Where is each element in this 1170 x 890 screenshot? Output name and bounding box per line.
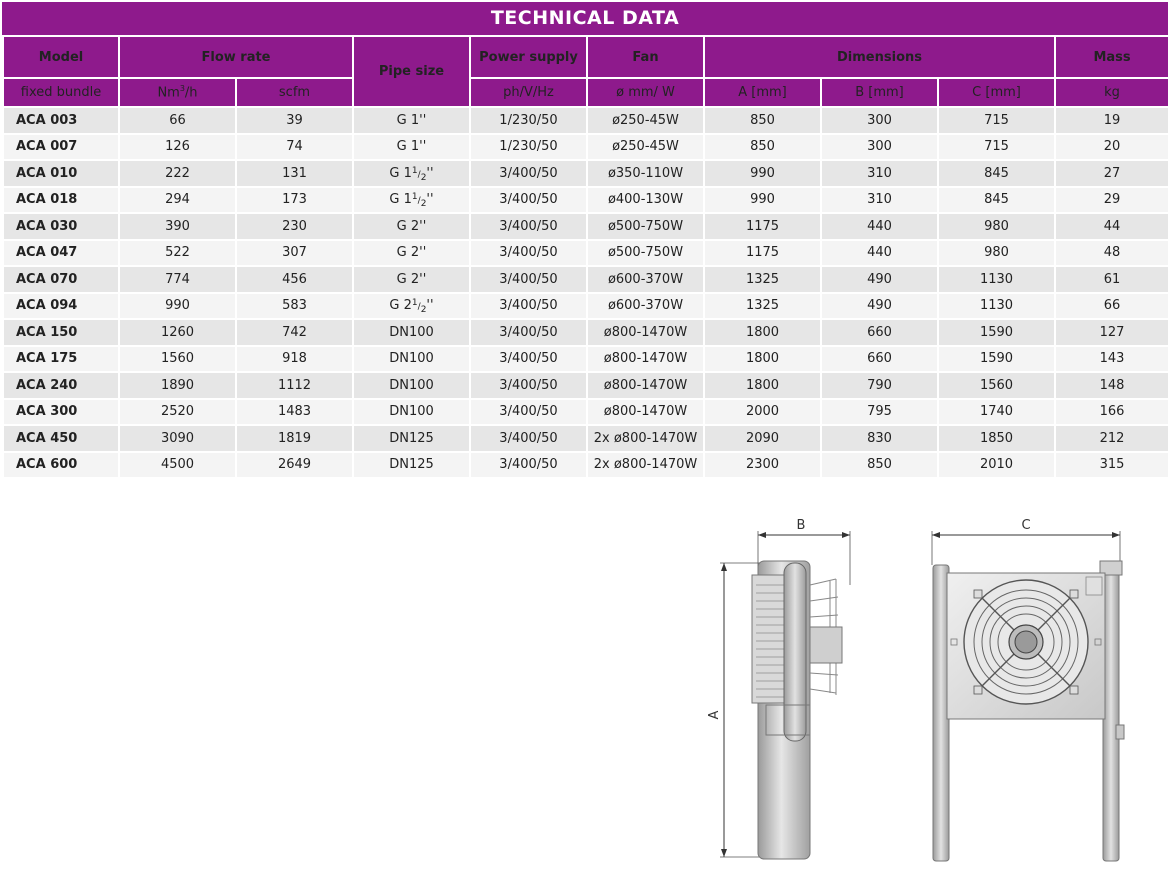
cell-dim-a: 1800	[704, 372, 821, 399]
cell-power-supply: 3/400/50	[470, 452, 587, 479]
cell-model: ACA 240	[3, 372, 119, 399]
cell-power-supply: 3/400/50	[470, 213, 587, 240]
table-row	[3, 160, 1169, 187]
dim-b-label: B	[796, 518, 806, 533]
cell-power-supply: 3/400/50	[470, 187, 587, 214]
subheader-mass: kg	[1055, 78, 1169, 107]
arrowhead-icon	[842, 532, 850, 538]
cell-dim-a: 2000	[704, 399, 821, 426]
cell-dim-c: 980	[938, 213, 1055, 240]
cell-dim-b: 310	[821, 160, 938, 187]
cell-model: ACA 450	[3, 425, 119, 452]
cell-mass: 19	[1055, 107, 1169, 134]
cell-dim-b: 660	[821, 346, 938, 373]
table-row	[3, 346, 1169, 373]
technical-data-table	[2, 35, 1170, 479]
cell-flow-scfm: 131	[236, 160, 353, 187]
cell-dim-c: 715	[938, 134, 1055, 161]
cell-mass: 29	[1055, 187, 1169, 214]
cell-pipe-size: G 11/2''	[353, 160, 470, 187]
cell-dim-b: 440	[821, 213, 938, 240]
cell-mass: 61	[1055, 266, 1169, 293]
dim-a-label: A	[707, 710, 722, 720]
cell-pipe-size: G 1''	[353, 134, 470, 161]
arrowhead-icon	[721, 563, 727, 571]
cell-fan: ø600-370W	[587, 293, 704, 320]
cell-dim-c: 845	[938, 187, 1055, 214]
subheader-dim-a: A [mm]	[704, 78, 821, 107]
cell-dim-c: 715	[938, 107, 1055, 134]
arrowhead-icon	[932, 532, 940, 538]
cell-pipe-size: G 21/2''	[353, 293, 470, 320]
cell-flow-nm3h: 390	[119, 213, 236, 240]
cell-mass: 143	[1055, 346, 1169, 373]
cell-pipe-size: DN125	[353, 452, 470, 479]
cell-mass: 44	[1055, 213, 1169, 240]
cell-dim-c: 1850	[938, 425, 1055, 452]
cell-flow-scfm: 456	[236, 266, 353, 293]
cell-flow-scfm: 39	[236, 107, 353, 134]
cell-model: ACA 018	[3, 187, 119, 214]
table-row	[3, 134, 1169, 161]
cell-pipe-size: G 2''	[353, 240, 470, 267]
cell-dim-c: 1130	[938, 266, 1055, 293]
cell-flow-nm3h: 3090	[119, 425, 236, 452]
cell-mass: 166	[1055, 399, 1169, 426]
table-row	[3, 293, 1169, 320]
cell-fan: ø250-45W	[587, 134, 704, 161]
cell-mass: 66	[1055, 293, 1169, 320]
cell-flow-scfm: 307	[236, 240, 353, 267]
table-row	[3, 452, 1169, 479]
table-row	[3, 240, 1169, 267]
subheader-power: ph/V/Hz	[470, 78, 587, 107]
cell-model: ACA 300	[3, 399, 119, 426]
cell-flow-nm3h: 1560	[119, 346, 236, 373]
cell-dim-c: 1130	[938, 293, 1055, 320]
cell-model: ACA 047	[3, 240, 119, 267]
cell-power-supply: 3/400/50	[470, 160, 587, 187]
cell-dim-b: 300	[821, 107, 938, 134]
page-title: TECHNICAL DATA	[2, 2, 1168, 35]
cell-dim-a: 1325	[704, 266, 821, 293]
fan-icon	[964, 580, 1088, 704]
cell-pipe-size: DN100	[353, 319, 470, 346]
cell-flow-nm3h: 774	[119, 266, 236, 293]
cell-model: ACA 150	[3, 319, 119, 346]
cell-dim-c: 1560	[938, 372, 1055, 399]
cell-power-supply: 3/400/50	[470, 372, 587, 399]
cell-fan: ø500-750W	[587, 240, 704, 267]
cell-dim-b: 850	[821, 452, 938, 479]
table-row	[3, 425, 1169, 452]
cell-flow-nm3h: 990	[119, 293, 236, 320]
cell-fan: ø250-45W	[587, 107, 704, 134]
cell-dim-a: 1800	[704, 319, 821, 346]
cell-flow-scfm: 74	[236, 134, 353, 161]
subheader-flow-scfm: scfm	[236, 78, 353, 107]
cell-pipe-size: G 11/2''	[353, 187, 470, 214]
dim-c-label: C	[1021, 518, 1031, 533]
cell-flow-nm3h: 1890	[119, 372, 236, 399]
cell-power-supply: 3/400/50	[470, 319, 587, 346]
subheader-row	[3, 78, 1169, 107]
cell-flow-nm3h: 126	[119, 134, 236, 161]
cell-flow-scfm: 230	[236, 213, 353, 240]
table-row	[3, 107, 1169, 134]
table-row	[3, 399, 1169, 426]
cell-model: ACA 600	[3, 452, 119, 479]
arrowhead-icon	[758, 532, 766, 538]
cell-pipe-size: G 2''	[353, 266, 470, 293]
cell-flow-scfm: 1819	[236, 425, 353, 452]
cell-power-supply: 1/230/50	[470, 134, 587, 161]
cell-mass: 27	[1055, 160, 1169, 187]
cell-pipe-size: G 2''	[353, 213, 470, 240]
cell-flow-scfm: 1483	[236, 399, 353, 426]
cell-fan: ø400-130W	[587, 187, 704, 214]
unit-dimension-drawing	[700, 505, 1140, 885]
cell-flow-scfm: 742	[236, 319, 353, 346]
cell-fan: 2x ø800-1470W	[587, 452, 704, 479]
cell-fan: ø800-1470W	[587, 319, 704, 346]
cell-flow-nm3h: 2520	[119, 399, 236, 426]
front-view	[932, 518, 1124, 861]
cell-dim-a: 850	[704, 134, 821, 161]
cell-flow-nm3h: 294	[119, 187, 236, 214]
cell-model: ACA 007	[3, 134, 119, 161]
cell-power-supply: 3/400/50	[470, 240, 587, 267]
cell-mass: 48	[1055, 240, 1169, 267]
subheader-model: fixed bundle	[3, 78, 119, 107]
cell-dim-a: 1800	[704, 346, 821, 373]
subheader-fan: ø mm/ W	[587, 78, 704, 107]
cell-dim-b: 790	[821, 372, 938, 399]
cell-mass: 127	[1055, 319, 1169, 346]
cell-flow-nm3h: 66	[119, 107, 236, 134]
cell-pipe-size: DN100	[353, 399, 470, 426]
arrowhead-icon	[1112, 532, 1120, 538]
cell-power-supply: 3/400/50	[470, 399, 587, 426]
cell-dim-b: 310	[821, 187, 938, 214]
cell-dim-b: 440	[821, 240, 938, 267]
cell-dim-a: 2300	[704, 452, 821, 479]
subheader-dim-c: C [mm]	[938, 78, 1055, 107]
cell-pipe-size: DN100	[353, 372, 470, 399]
cell-flow-scfm: 1112	[236, 372, 353, 399]
cell-model: ACA 094	[3, 293, 119, 320]
cell-flow-scfm: 583	[236, 293, 353, 320]
cell-dim-b: 490	[821, 293, 938, 320]
cell-model: ACA 070	[3, 266, 119, 293]
cell-dim-b: 300	[821, 134, 938, 161]
cell-flow-nm3h: 4500	[119, 452, 236, 479]
cell-dim-b: 795	[821, 399, 938, 426]
cell-dim-b: 490	[821, 266, 938, 293]
cell-dim-a: 1175	[704, 240, 821, 267]
cell-flow-nm3h: 1260	[119, 319, 236, 346]
cell-mass: 315	[1055, 452, 1169, 479]
header-dimensions: Dimensions	[704, 36, 1055, 78]
cell-model: ACA 175	[3, 346, 119, 373]
cell-power-supply: 3/400/50	[470, 425, 587, 452]
header-power-supply: Power supply	[470, 36, 587, 78]
table-row	[3, 213, 1169, 240]
cell-fan: ø600-370W	[587, 266, 704, 293]
cell-mass: 212	[1055, 425, 1169, 452]
cell-flow-scfm: 918	[236, 346, 353, 373]
table-body	[3, 107, 1169, 478]
subheader-flow-nm3: Nm$^3$/h	[119, 78, 236, 107]
header-flow-rate: Flow rate	[119, 36, 353, 78]
cell-dim-c: 1590	[938, 346, 1055, 373]
cell-fan: ø350-110W	[587, 160, 704, 187]
cell-dim-a: 990	[704, 187, 821, 214]
cell-fan: ø800-1470W	[587, 346, 704, 373]
cell-mass: 20	[1055, 134, 1169, 161]
cell-dim-c: 1740	[938, 399, 1055, 426]
cell-dim-c: 980	[938, 240, 1055, 267]
header-model: Model	[3, 36, 119, 78]
header-pipe-size: Pipe size	[353, 36, 470, 107]
cell-model: ACA 003	[3, 107, 119, 134]
cell-power-supply: 3/400/50	[470, 346, 587, 373]
cell-dim-a: 2090	[704, 425, 821, 452]
cell-flow-nm3h: 522	[119, 240, 236, 267]
cell-power-supply: 1/230/50	[470, 107, 587, 134]
table-row	[3, 319, 1169, 346]
cell-fan: ø800-1470W	[587, 372, 704, 399]
cell-dim-a: 990	[704, 160, 821, 187]
side-view	[707, 518, 850, 859]
cell-dim-c: 845	[938, 160, 1055, 187]
cell-pipe-size: G 1''	[353, 107, 470, 134]
header-mass: Mass	[1055, 36, 1169, 78]
cell-dim-c: 2010	[938, 452, 1055, 479]
cell-pipe-size: DN125	[353, 425, 470, 452]
subheader-dim-b: B [mm]	[821, 78, 938, 107]
cell-mass: 148	[1055, 372, 1169, 399]
cell-power-supply: 3/400/50	[470, 293, 587, 320]
table-row	[3, 372, 1169, 399]
table-row	[3, 266, 1169, 293]
cell-flow-scfm: 173	[236, 187, 353, 214]
cell-fan: 2x ø800-1470W	[587, 425, 704, 452]
arrowhead-icon	[721, 849, 727, 857]
cell-flow-scfm: 2649	[236, 452, 353, 479]
cell-dim-b: 830	[821, 425, 938, 452]
cell-dim-a: 1175	[704, 213, 821, 240]
header-fan: Fan	[587, 36, 704, 78]
cell-power-supply: 3/400/50	[470, 266, 587, 293]
cell-fan: ø500-750W	[587, 213, 704, 240]
cell-pipe-size: DN100	[353, 346, 470, 373]
cell-dim-c: 1590	[938, 319, 1055, 346]
cell-flow-nm3h: 222	[119, 160, 236, 187]
cell-dim-a: 1325	[704, 293, 821, 320]
table-row	[3, 187, 1169, 214]
cell-fan: ø800-1470W	[587, 399, 704, 426]
cell-model: ACA 030	[3, 213, 119, 240]
cell-model: ACA 010	[3, 160, 119, 187]
cell-dim-b: 660	[821, 319, 938, 346]
cell-dim-a: 850	[704, 107, 821, 134]
header-row	[3, 36, 1169, 78]
